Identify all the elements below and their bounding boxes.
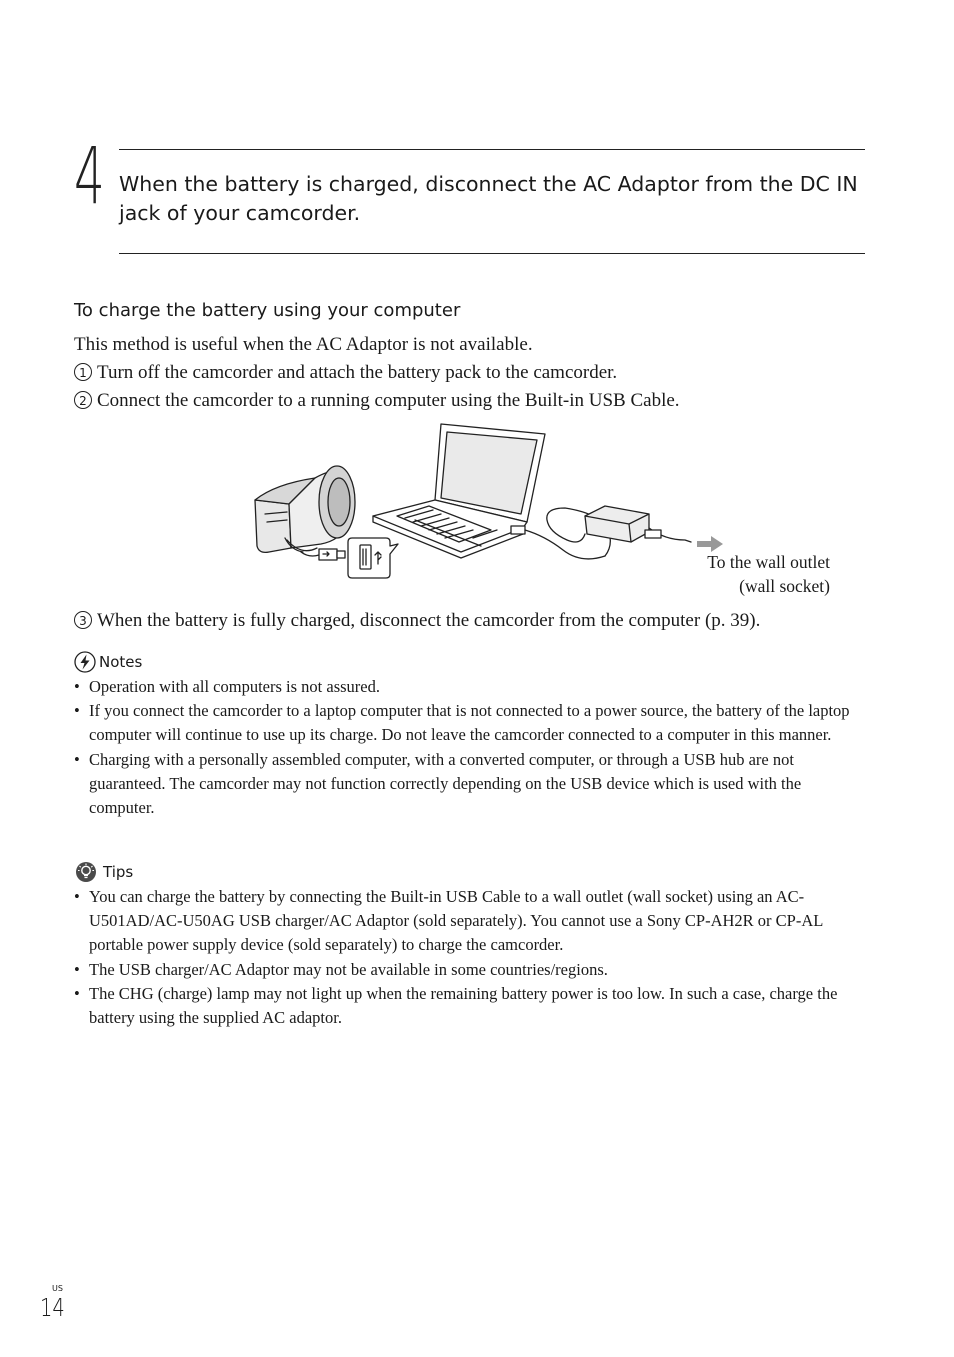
tips-item: • You can charge the battery by connecting the Built-in USB Cable to a wall outlet (wall socket) using an AC-U501AD/AC-U50AG USB charger/AC Adaptor (sold separately). You cannot use a Sony CP-AH2R or CP-AL portable power supply device (sold separately) to charge the camcorder. (74, 885, 854, 958)
laptop-drawing (373, 424, 545, 558)
tips-list (74, 885, 854, 1030)
ac-adaptor-drawing (547, 506, 691, 556)
notes-lightning-icon (74, 651, 96, 673)
tips-heading (74, 861, 133, 883)
circled-number-2: 2 (74, 391, 92, 409)
procedure-item-3-text: When the battery is fully charged, disconnect the camcorder from the computer (p. 39). (97, 610, 761, 631)
notes-item: • If you connect the camcorder to a laptop computer that is not connected to a power source, the battery of the laptop computer will continue to use up its charge. Do not leave the camcorder connected to a computer in this manner. (74, 699, 854, 747)
procedure-item-2 (74, 390, 680, 412)
figure-caption (560, 550, 830, 598)
section-intro: This method is useful when the AC Adaptor is not available. (74, 334, 533, 355)
procedure-item-1 (74, 362, 617, 384)
procedure-item-2-text: Connect the camcorder to a running computer using the Built-in USB Cable. (97, 390, 680, 411)
tips-item: • The USB charger/AC Adaptor may not be available in some countries/regions. (74, 958, 854, 982)
circled-number-1: 1 (74, 363, 92, 381)
step-number: 4 (74, 132, 105, 222)
figure-caption-line1: To the wall outlet (707, 552, 830, 572)
tips-label: Tips (103, 863, 134, 881)
camcorder-drawing (255, 466, 355, 552)
notes-heading (74, 651, 142, 673)
step-bottom-rule (119, 253, 865, 254)
step-top-rule (119, 149, 865, 150)
figure-caption-line2: (wall socket) (739, 576, 830, 596)
section-title: To charge the battery using your computer (74, 300, 461, 321)
notes-item: • Operation with all computers is not assured. (74, 675, 854, 699)
step-text: When the battery is charged, disconnect the AC Adaptor from the DC IN jack of your camcorder. (119, 172, 858, 225)
notes-list (74, 675, 854, 820)
tips-lightbulb-icon (74, 861, 98, 883)
procedure-item-1-text: Turn off the camcorder and attach the battery pack to the camcorder. (97, 362, 618, 383)
page-region-label: US (52, 1284, 63, 1293)
page-number: 14 (40, 1293, 65, 1322)
notes-label: Notes (99, 653, 143, 671)
tips-item: • The CHG (charge) lamp may not light up when the remaining battery power is too low. In such a case, charge the battery using the supplied AC adaptor. (74, 982, 854, 1030)
notes-item: • Charging with a personally assembled computer, with a converted computer, or through a USB hub are not guaranteed. The camcorder may not function correctly depending on the USB device which is used with the computer. (74, 748, 854, 821)
circled-number-3: 3 (74, 611, 92, 629)
procedure-item-3 (74, 610, 760, 632)
